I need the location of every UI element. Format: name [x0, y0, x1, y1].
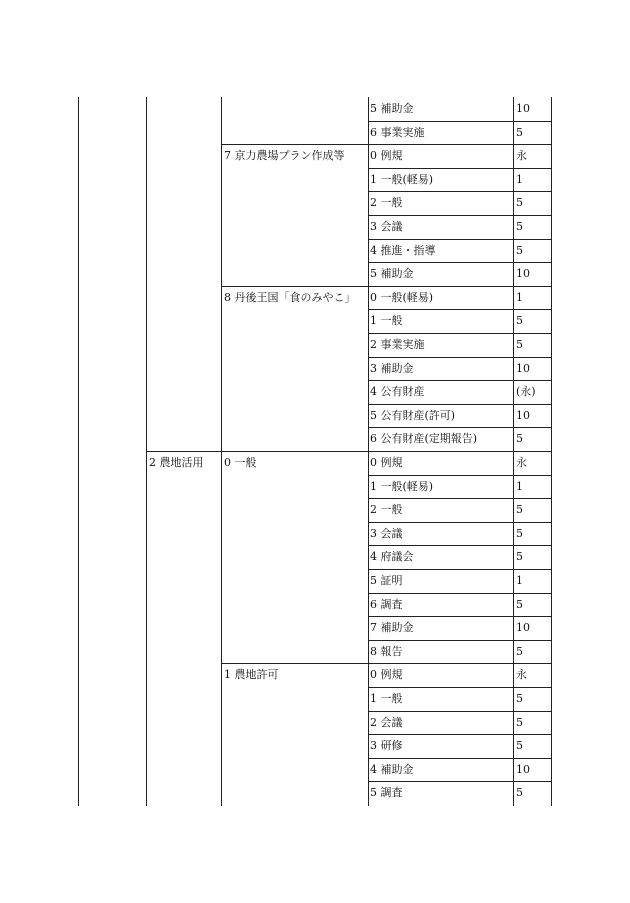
- retention-period-cell: 1: [516, 574, 523, 587]
- row-divider: [368, 569, 551, 570]
- row-divider: [368, 522, 551, 523]
- row-divider: [368, 404, 551, 405]
- retention-period-cell: 5: [516, 645, 523, 658]
- row-divider: [368, 215, 551, 216]
- row-divider: [368, 687, 551, 688]
- row-divider: [368, 427, 551, 428]
- row-divider: [368, 262, 551, 263]
- item-cell: 5 補助金: [370, 102, 414, 115]
- retention-period-cell: 5: [516, 692, 523, 705]
- item-cell: 1 一般: [370, 314, 403, 327]
- item-cell: 4 府議会: [370, 550, 414, 563]
- row-divider: [368, 309, 551, 310]
- item-cell: 4 公有財産: [370, 385, 425, 398]
- row-divider: [368, 545, 551, 546]
- retention-period-cell: 永: [516, 456, 527, 469]
- retention-period-cell: 10: [516, 763, 530, 776]
- row-divider: [368, 781, 551, 782]
- subcategory-cell: 1 農地許可: [224, 668, 279, 681]
- item-cell: 0 例規: [370, 456, 403, 469]
- retention-period-cell: 5: [516, 314, 523, 327]
- row-divider: [368, 475, 551, 476]
- category-cell: 2 農地活用: [149, 456, 204, 469]
- item-cell: 5 公有財産(許可): [370, 409, 456, 422]
- row-divider: [368, 711, 551, 712]
- row-divider: [221, 144, 551, 145]
- retention-period-cell: 永: [516, 668, 527, 681]
- item-cell: 5 補助金: [370, 267, 414, 280]
- item-cell: 4 補助金: [370, 763, 414, 776]
- column-border-0: [78, 97, 79, 806]
- retention-period-cell: 5: [516, 220, 523, 233]
- retention-period-cell: (永): [516, 385, 536, 398]
- retention-period-cell: 5: [516, 598, 523, 611]
- item-cell: 6 調査: [370, 598, 403, 611]
- row-divider: [368, 191, 551, 192]
- retention-period-cell: 5: [516, 527, 523, 540]
- row-divider: [221, 663, 551, 664]
- retention-period-cell: 5: [516, 244, 523, 257]
- item-cell: 1 一般: [370, 692, 403, 705]
- retention-period-cell: 5: [516, 126, 523, 139]
- row-divider: [146, 451, 551, 452]
- retention-period-cell: 10: [516, 102, 530, 115]
- row-divider: [368, 380, 551, 381]
- row-divider: [368, 168, 551, 169]
- retention-period-cell: 1: [516, 173, 523, 186]
- item-cell: 8 報告: [370, 645, 403, 658]
- retention-period-cell: 10: [516, 267, 530, 280]
- item-cell: 1 一般(軽易): [370, 173, 434, 186]
- row-divider: [368, 357, 551, 358]
- item-cell: 6 事業実施: [370, 126, 425, 139]
- row-divider: [368, 239, 551, 240]
- row-divider: [368, 616, 551, 617]
- item-cell: 0 一般(軽易): [370, 291, 434, 304]
- item-cell: 2 事業実施: [370, 338, 425, 351]
- item-cell: 3 会議: [370, 527, 403, 540]
- retention-period-cell: 1: [516, 291, 523, 304]
- subcategory-cell: 8 丹後王国「食のみやこ」: [224, 291, 356, 304]
- retention-period-cell: 1: [516, 480, 523, 493]
- item-cell: 2 一般: [370, 196, 403, 209]
- item-cell: 7 補助金: [370, 621, 414, 634]
- row-divider: [368, 121, 551, 122]
- item-cell: 5 調査: [370, 786, 403, 799]
- retention-period-cell: 10: [516, 409, 530, 422]
- row-divider: [368, 498, 551, 499]
- retention-period-cell: 5: [516, 338, 523, 351]
- retention-period-cell: 10: [516, 362, 530, 375]
- item-cell: 5 証明: [370, 574, 403, 587]
- row-divider: [368, 734, 551, 735]
- row-divider: [221, 286, 551, 287]
- item-cell: 2 会議: [370, 716, 403, 729]
- item-cell: 0 例規: [370, 149, 403, 162]
- retention-period-cell: 5: [516, 716, 523, 729]
- item-cell: 6 公有財産(定期報告): [370, 432, 478, 445]
- item-cell: 3 補助金: [370, 362, 414, 375]
- row-divider: [368, 640, 551, 641]
- item-cell: 3 会議: [370, 220, 403, 233]
- retention-period-cell: 5: [516, 432, 523, 445]
- retention-period-cell: 10: [516, 621, 530, 634]
- retention-period-cell: 5: [516, 503, 523, 516]
- retention-period-cell: 5: [516, 786, 523, 799]
- item-cell: 0 例規: [370, 668, 403, 681]
- row-divider: [368, 333, 551, 334]
- item-cell: 1 一般(軽易): [370, 480, 434, 493]
- retention-period-cell: 5: [516, 196, 523, 209]
- retention-period-cell: 5: [516, 550, 523, 563]
- item-cell: 3 研修: [370, 739, 403, 752]
- item-cell: 4 推進・指導: [370, 244, 436, 257]
- item-cell: 2 一般: [370, 503, 403, 516]
- row-divider: [368, 593, 551, 594]
- row-divider: [368, 758, 551, 759]
- subcategory-cell: 0 一般: [224, 456, 257, 469]
- column-border-5: [551, 97, 552, 806]
- retention-period-cell: 5: [516, 739, 523, 752]
- subcategory-cell: 7 京力農場プラン作成等: [224, 149, 345, 162]
- retention-period-cell: 永: [516, 149, 527, 162]
